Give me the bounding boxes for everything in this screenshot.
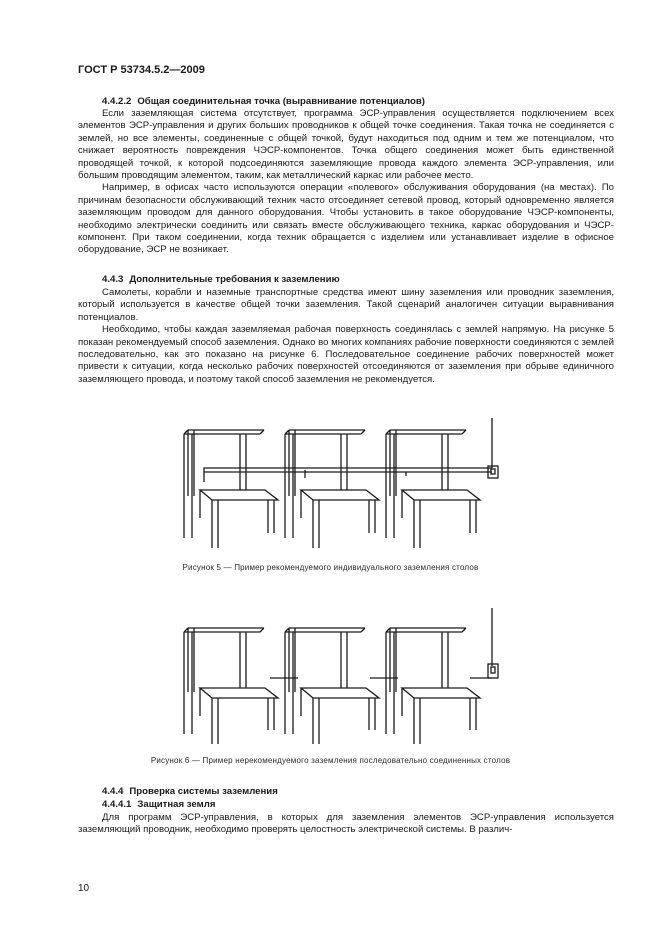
figure-5-caption: Рисунок 5 — Пример рекомендуемого индивидуального заземления столов [182,563,479,572]
section-body-4-4-4-1 [78,812,614,837]
paragraph: Самолеты, корабли и наземные транспортные средства имеют шину заземления или проводник заземления, который используется в качестве общей точки заземления. Такой сценарий аналогичен ситуации выравнивания потенциалов. [78,287,614,323]
section-title: Проверка системы заземления [129,786,278,797]
grounding-wires-individual [204,418,498,482]
paragraph: Для программ ЭСР-управления, в которых для заземления элементов ЭСР-управления используется заземляющий проводник, необходимо проверять целостность электрической системы. В различ- [78,812,614,836]
section-number: 4.4.2.2 [102,96,132,107]
section-heading-4-4-4 [102,786,278,798]
desk-1 [184,628,278,744]
paragraph: Например, в офисах часто используются операции «полевого» обслуживания оборудования (на местах). По причинам безопасности обслуживающий техник часто отсоединяет сетевой провод, который одновременно является заземляющим проводом для данного оборудования. Чтобы установить в такое оборудование ЧЭСР-компоненты, необходимо электрически соединить или связать вместе обслуживающего техника, каркас оборудования и ЧЭСР-компонент. При таком соединении, когда техник обращается с изделием или устанавливает изделие в офисное оборудование, ЭСР не возникает. [78,182,614,256]
section-title: Общая соединительная точка (выравнивание потенциалов) [137,96,425,107]
section-title: Дополнительные требования к заземлению [129,274,340,285]
desk-3 [386,628,480,744]
desk-1 [184,430,278,548]
section-number: 4.4.4.1 [102,799,132,810]
figure-6-caption: Рисунок 6 — Пример нерекомендуемого заземления последовательно соединенных столов [150,756,511,765]
section-number: 4.4.3 [102,274,124,285]
grounding-wires-series [270,608,498,678]
desk-2 [285,430,379,548]
figure-5-diagram [170,418,510,554]
paragraph: Необходимо, чтобы каждая заземляемая рабочая поверхность соединялась с землей напрямую. На рисунке 5 показан рекомендуемый способ заземления. Однако во многих компаниях рабочие поверхности соединяются с землей последовательно, как это показано на рисунке 6. Последовательное соединение рабочих поверхностей может привести к ситуации, когда несколько рабочих поверхностей отсоединяются от заземления при обрыве единичного заземляющего провода, и поэтому такой способ заземления не рекомендуется. [78,324,614,385]
desk-2 [285,628,379,744]
paragraph: Если заземляющая система отсутствует, программа ЭСР-управления осуществляется подключением всех элементов ЭСР-управления и других больших проводников к общей точке соединения. Такая точка не соединяется с землей, но все элементы, соединенные с общей точкой, будут находиться под одним и тем же потенциалом, что снижает вероятность повреждения ЧЭСР-компонентов. Точка общего соединения может быть единственной проводящей точкой, к которой подсоединяются заземляющие провода каждого элемента ЭСР-управления, или большим проводящим элементом, таким, как металлический каркас или рабочее место. [78,108,614,182]
figure-6-diagram [170,608,510,746]
section-title: Защитная земля [137,799,216,810]
section-body-4-4-3 [78,287,614,386]
section-heading-4-4-4-1 [102,799,215,811]
section-number: 4.4.4 [102,786,124,797]
section-heading-4-4-3 [102,274,340,286]
page-number: 10 [78,883,90,894]
document-id: ГОСТ Р 53734.5.2—2009 [78,64,205,76]
section-body-4-4-2-2 [78,108,614,257]
desk-3 [386,430,480,548]
section-heading-4-4-2-2 [102,96,425,108]
